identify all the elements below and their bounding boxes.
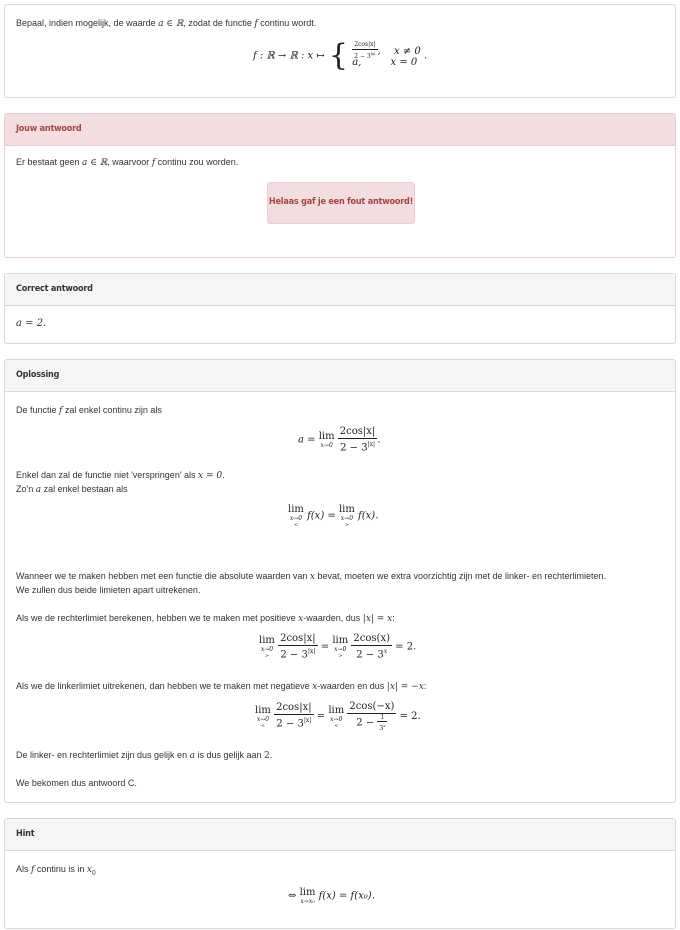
solution-p6: Als we de linkerlimiet uitrekenen, dan hebben we te maken met negatieve x-waarden en dus |x| = −x: — [16, 681, 427, 692]
correct-answer-value: a = 2. — [16, 318, 47, 329]
your-answer-title: Jouw antwoord — [5, 114, 675, 146]
question-text: Bepaal, indien mogelijk, de waarde a ∈ ℝ, zodat de functie f continu wordt. — [16, 18, 317, 29]
solution-p4-line2: We zullen dus beide limieten apart uitrekenen. — [16, 585, 201, 595]
solution-p1: De functie f zal enkel continu zijn als — [16, 405, 162, 416]
hint-text: Als f continu is in $x_0$ — [16, 864, 96, 877]
solution-eq4: lim x→0 < $\frac{2\cos|x|}{2 - 3^{|x|}}$ = lim x→0 < 2cos(−x) 2 − $\frac{1}{3^x}$ = 2. — [255, 701, 421, 732]
solution-card — [4, 359, 676, 803]
solution-eq3: lim x→0 > $\frac{2\cos|x|}{2 - 3^{|x|}}$ = lim x→0 > $\frac{2\cos(x)}{2 - 3^x}$ = 2. — [259, 633, 417, 661]
solution-p7: De linker- en rechterlimiet zijn dus gelijk en a is dus gelijk aan 2. — [16, 750, 273, 761]
solution-p5: Als we de rechterlimiet berekenen, hebben we te maken met positieve x-waarden, dus |x| = x: — [16, 613, 395, 624]
question-card — [4, 4, 676, 98]
hint-title: Hint — [5, 819, 675, 851]
solution-eq2: lim x→0 < f(x) = lim x→0 > f(x). — [288, 504, 379, 528]
your-answer-card — [4, 113, 676, 258]
solution-p3: Zo'n a zal enkel bestaan als — [16, 484, 128, 495]
your-answer-text: Er bestaat geen a ∈ ℝ, waarvoor f continu zou worden. — [16, 157, 239, 168]
solution-eq1: a = lim x→0 $\frac{2\cos|x|}{2 - 3^{|x|}}$ . — [298, 426, 381, 454]
correct-answer-title: Correct antwoord — [5, 274, 675, 306]
solution-title: Oplossing — [5, 360, 675, 392]
question-formula: f : ℝ → ℝ : x ↦ { $\frac{2\cos|x|}{2 - 3^{|x|}}$ , x ≠ 0 a, x = 0 . — [253, 38, 428, 73]
hint-formula: ⇔ lim x→x₀ f(x) = f(x₀). — [288, 887, 375, 905]
solution-p2: Enkel dan zal de functie niet 'verspringen' als x = 0. — [16, 470, 225, 481]
correct-answer-card — [4, 273, 676, 344]
wrong-answer-alert: Helaas gaf je een fout antwoord! — [267, 182, 415, 224]
solution-p4-line1: Wanneer we te maken hebben met een functie die absolute waarden van x bevat, moeten we extra voorzichtig zijn met de linker- en rechterlimieten. — [16, 571, 607, 582]
solution-p8: We bekomen dus antwoord C. — [16, 778, 137, 788]
hint-card — [4, 818, 676, 929]
